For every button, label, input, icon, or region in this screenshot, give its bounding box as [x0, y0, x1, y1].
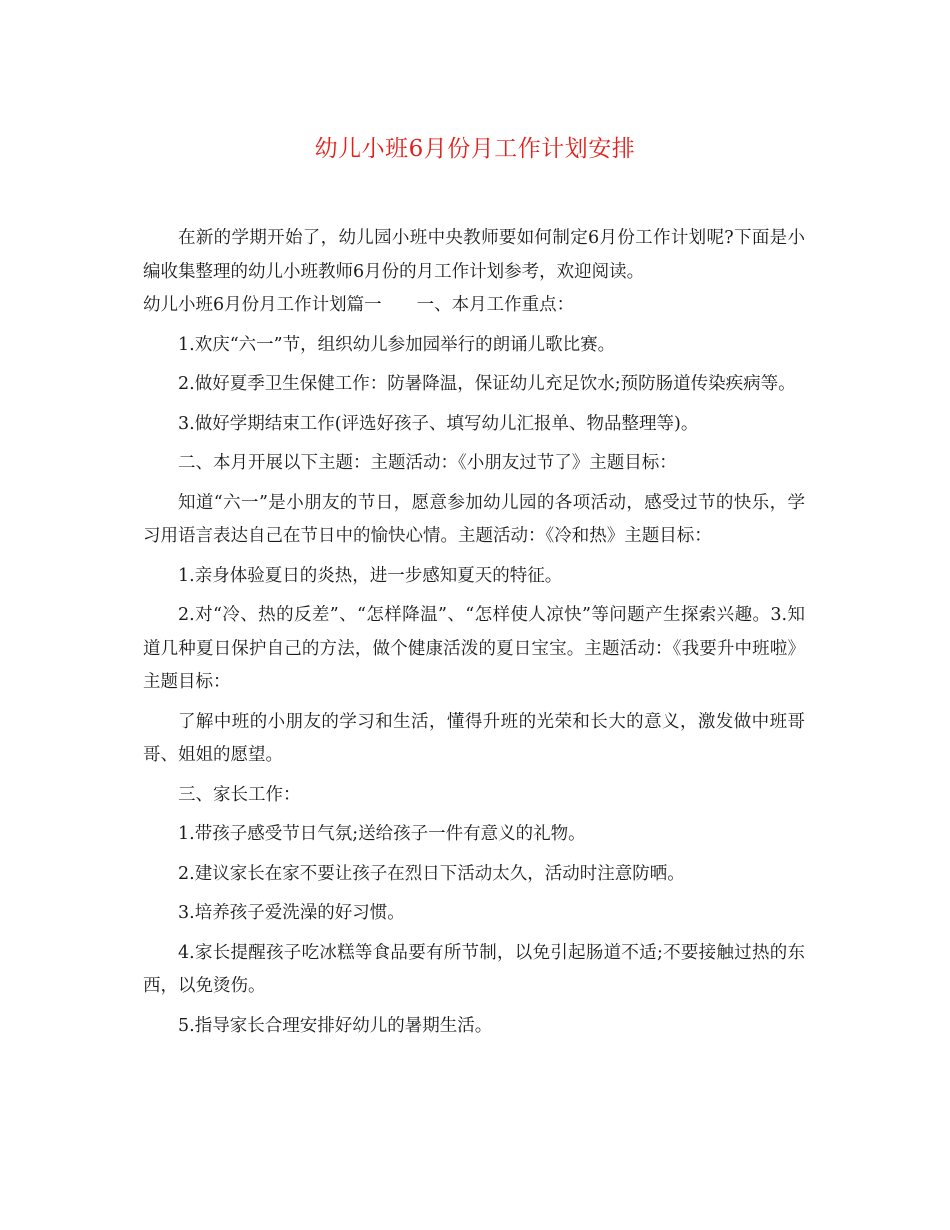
paragraph-item: 5.指导家长合理安排好幼儿的暑期生活。 — [178, 1015, 493, 1036]
paragraph-item: 1.亲身体验夏日的炎热，进一步感知夏天的特征。 — [178, 565, 563, 586]
paragraph-text: 了解中班的小朋友的学习和生活，懂得升班的光荣和长大的意义，激发做中班哥哥、姐姐的愿望。 — [143, 711, 805, 765]
paragraph-text: 知道“六一”是小朋友的节日，愿意参加幼儿园的各项活动，感受过节的快乐，学习用语言表达自己在节日中的愉快心情。主题活动：《冷和热》主题目标： — [143, 492, 805, 546]
paragraph-item: 3.做好学期结束工作(评选好孩子、填写幼儿汇报单、物品整理等)。 — [178, 413, 699, 434]
paragraph-item: 2.对“冷、热的反差”、“怎样降温”、“怎样使人凉快”等问题产生探索兴趣。3.知道几种夏日保护自己的方法，做个健康活泼的夏日宝宝。主题活动：《我要升中班啦》主题目标： — [143, 605, 805, 692]
document-body — [143, 222, 805, 1043]
paragraph-item: 3.培养孩子爱洗澡的好习惯。 — [178, 903, 405, 923]
paragraph-item: 2.做好夏季卫生保健工作：防暑降温，保证幼儿充足饮水;预防肠道传染疾病等。 — [178, 374, 796, 394]
paragraph-section-heading: 幼儿小班6月份月工作计划篇一 一、本月工作重点： — [143, 295, 575, 315]
paragraph-section-heading: 三、家长工作： — [178, 784, 301, 805]
paragraph-item: 1.带孩子感受节日气氛;送给孩子一件有意义的礼物。 — [178, 824, 586, 844]
document-title: 幼儿小班6月份月工作计划安排 — [314, 136, 636, 162]
paragraph-item: 4.家长提醒孩子吃冰糕等食品要有所节制，以免引起肠道不适;不要接触过热的东西，以免烫伤。 — [143, 942, 805, 996]
paragraph-intro: 在新的学期开始了，幼儿园小班中央教师要如何制定6月份工作计划呢?下面是小编收集整理的幼儿小班教师6月份的月工作计划参考，欢迎阅读。 — [143, 228, 805, 282]
paragraph-section-heading: 二、本月开展以下主题：主题活动：《小朋友过节了》主题目标： — [178, 453, 677, 473]
paragraph-item: 1.欢庆“六一”节，组织幼儿参加园举行的朗诵儿歌比赛。 — [178, 334, 616, 355]
paragraph-item: 2.建议家长在家不要让孩子在烈日下活动太久，活动时注意防晒。 — [178, 863, 685, 884]
